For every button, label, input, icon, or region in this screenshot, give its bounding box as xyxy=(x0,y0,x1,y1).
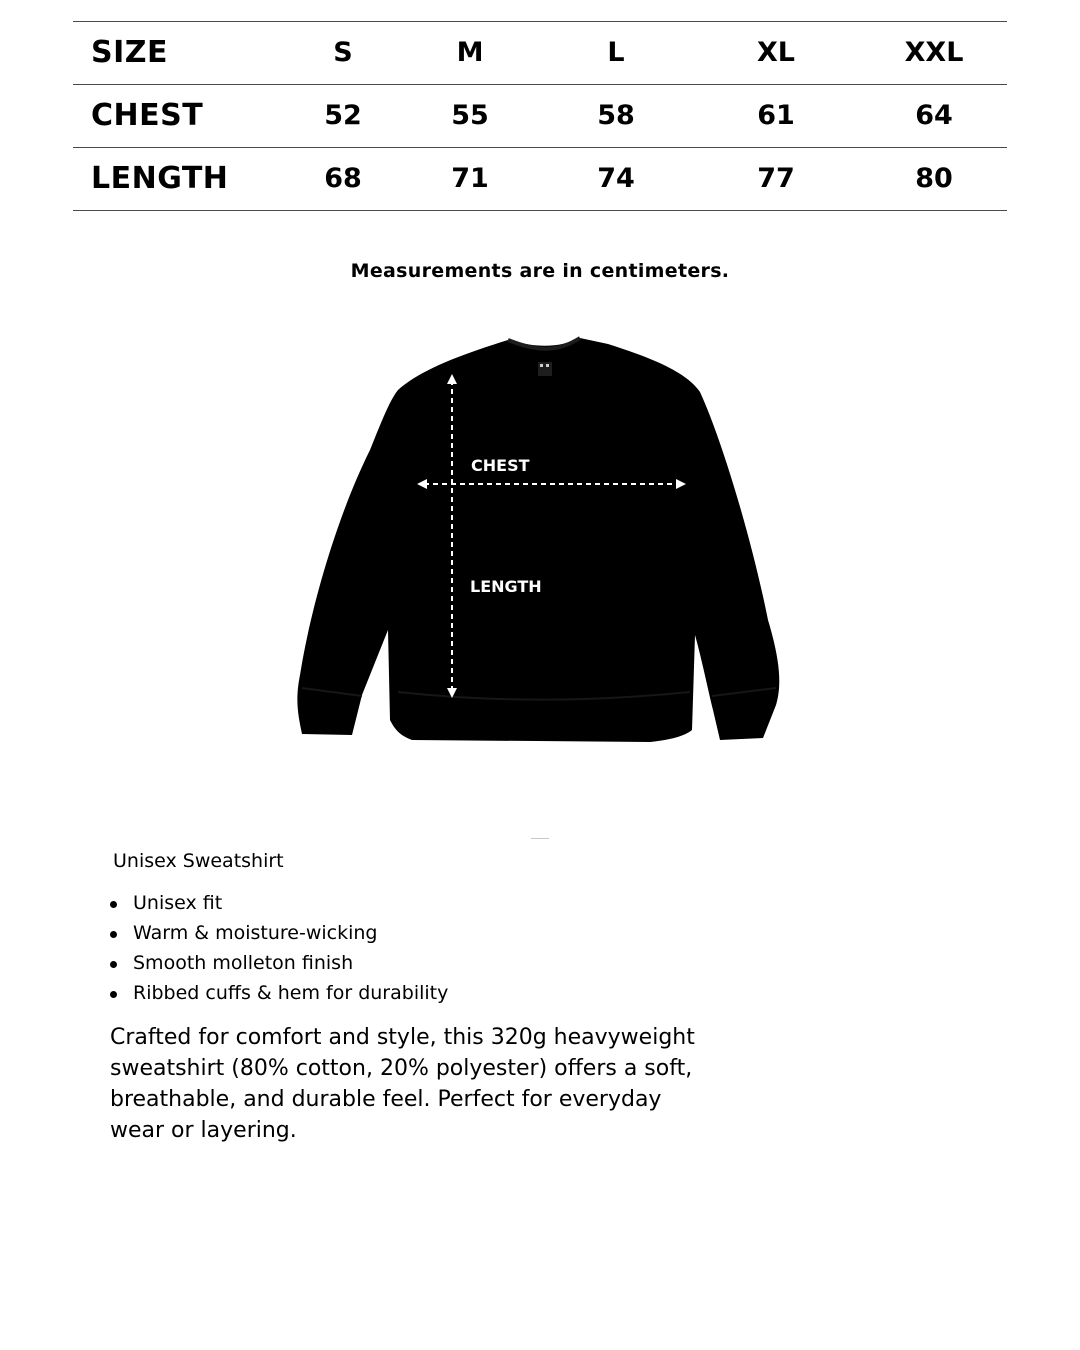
chest-value-s: 52 xyxy=(324,100,362,131)
length-row-label: LENGTH xyxy=(91,161,229,196)
chest-value-l: 58 xyxy=(597,100,635,131)
size-xxl: XXL xyxy=(904,37,964,68)
size-s: S xyxy=(333,37,353,68)
length-value-s: 68 xyxy=(324,163,362,194)
length-row xyxy=(73,148,1007,211)
feature-list xyxy=(110,888,448,1008)
feature-item: Warm & moisture-wicking xyxy=(110,918,448,948)
divider xyxy=(531,838,549,839)
chest-value-xl: 61 xyxy=(757,100,795,131)
chest-value-xxl: 64 xyxy=(915,100,953,131)
size-xl: XL xyxy=(756,37,796,68)
size-l: L xyxy=(607,37,625,68)
length-value-m: 71 xyxy=(451,163,489,194)
feature-item: Smooth molleton finish xyxy=(110,948,448,978)
feature-item: Unisex fit xyxy=(110,888,448,918)
product-name: Unisex Sweatshirt xyxy=(113,850,284,872)
size-header-row xyxy=(73,22,1007,85)
size-m: M xyxy=(456,37,484,68)
length-value-xl: 77 xyxy=(757,163,795,194)
chest-measure-label: CHEST xyxy=(471,456,530,475)
sweatshirt-icon xyxy=(297,338,779,742)
unit-note: Measurements are in centimeters. xyxy=(350,260,730,282)
chest-row xyxy=(73,85,1007,148)
length-value-l: 74 xyxy=(597,163,635,194)
sweatshirt-illustration xyxy=(290,330,790,750)
product-description: Crafted for comfort and style, this 320g heavyweight sweatshirt (80% cotton, 20% polyester) offers a soft, breathable, and durable feel. Perfect for everyday wear or layering. xyxy=(110,1025,695,1143)
length-value-xxl: 80 xyxy=(915,163,953,194)
size-header-label: SIZE xyxy=(91,35,169,70)
size-chart-table xyxy=(73,21,1007,211)
chest-value-m: 55 xyxy=(451,100,489,131)
feature-item: Ribbed cuffs & hem for durability xyxy=(110,978,448,1008)
chest-row-label: CHEST xyxy=(91,98,204,133)
length-measure-label: LENGTH xyxy=(470,577,542,596)
